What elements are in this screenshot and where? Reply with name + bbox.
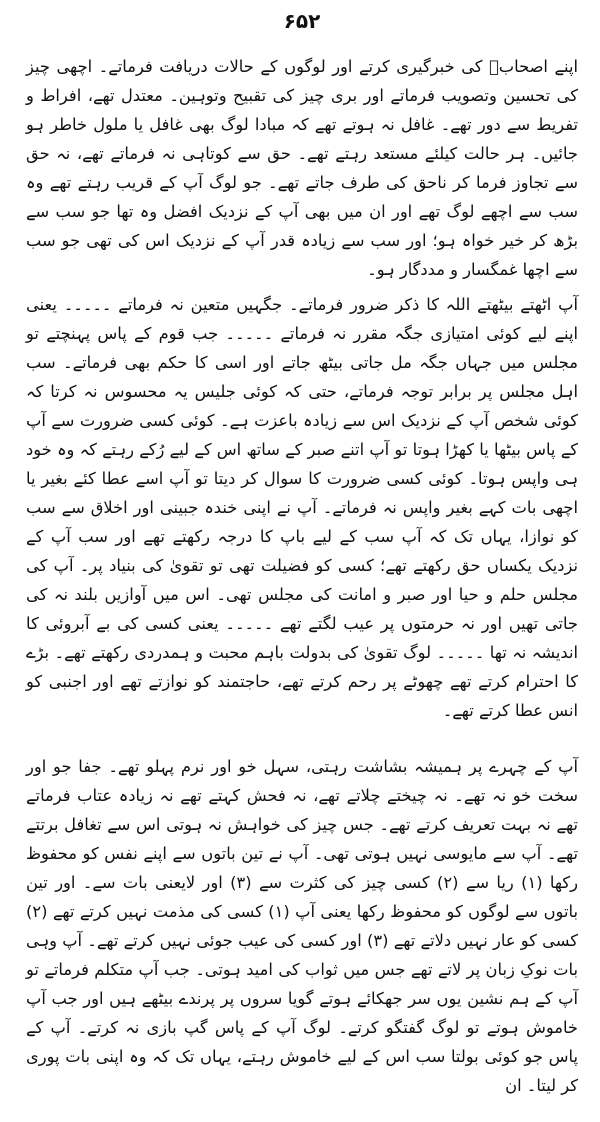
paragraph-companions: اپنے اصحابؓ کی خبرگیری کرتے اور لوگوں کے حالات دریافت فرماتے۔ اچھی چیز کی تحسین وتصویب فرماتے اور بری چیز کی تقبیح وتوہین۔ معتدل تھے، افراط و تفریط سے دور تھے۔ غافل نہ ہوتے تھے کہ مبادا لوگ بھی غافل یا ملول خاطر ہو جائیں۔ ہر حالت کیلئے مستعد رہتے تھے۔ حق سے کوتاہی نہ فرماتے تھے، نہ حق سے تجاوز فرما کر ناحق کی طرف جاتے تھے۔ جو لوگ آپ کے قریب رہتے تھے وہ سب سے اچھے لوگ تھے اور ان میں بھی آپ کے نزدیک افضل وہ تھا جو سب سے بڑھ کر خیر خواہ ہو؛ اور سب سے زیادہ قدر آپ کے نزدیک اس کی تھی جو سب سے اچھا غمگسار و مددگار ہو۔ xyxy=(26,57,578,279)
paragraph-gatherings: آپ اٹھتے بیٹھتے اللہ کا ذکر ضرور فرماتے۔ جگہیں متعین نہ فرماتے ۔۔۔۔۔ یعنی اپنے لیے کوئی امتیازی جگہ مقرر نہ فرماتے ۔۔۔۔۔ جب قوم کے پاس پہنچتے تو مجلس میں جہاں جگہ مل جاتی بیٹھ جاتے اور اسی کا حکم بھی فرماتے۔ سب اہل مجلس پر برابر توجہ فرماتے، حتی کہ کوئی جلیس یہ محسوس نہ کرتا کہ کوئی شخص آپ کے نزدیک اس سے زیادہ باعزت ہے۔ کوئی کسی ضرورت سے آپ کے پاس بیٹھا یا کھڑا ہوتا تو آپ اتنے صبر کے ساتھ اس کے لیے رُکے رہتے کہ وہ خود ہی واپس ہوتا۔ کوئی کسی ضرورت کا سوال کر دیتا تو آپ اسے عطا کئے بغیر یا اچھی بات کہے بغیر واپس نہ فرماتے۔ آپ نے اپنی خندہ جبینی اور اخلاق سے سب کو نوازا، یہاں تک کہ آپ سب کے لیے باپ کا درجہ رکھتے تھے اور سب آپ کے نزدیک یکساں حق رکھتے تھے؛ کسی کو فضیلت تھی تو تقویٰ کی بنیاد پر۔ آپ کی مجلس حلم و حیا اور صبر و امانت کی مجلس تھی۔ اس میں آوازیں بلند نہ کی جاتی تھیں اور نہ حرمتوں پر عیب لگتے تھے ۔۔۔۔۔ یعنی کسی کی بے آبروئی کا اندیشہ نہ تھا ۔۔۔۔۔ لوگ تقویٰ کی بدولت باہم محبت و ہمدردی رکھتے تھے۔ بڑے کا احترام کرتے تھے چھوٹے پر رحم کرتے تھے، حاجتمند کو نوازتے تھے اور اجنبی کو انس عطا کرتے تھے۔ xyxy=(26,295,578,720)
paragraph-character: آپ کے چہرے پر ہمیشہ بشاشت رہتی، سہل خو اور نرم پہلو تھے۔ جفا جو اور سخت خو نہ تھے۔ نہ چیختے چلاتے تھے، نہ فحش کہتے تھے نہ زیادہ عتاب فرماتے تھے نہ بہت تعریف کرتے تھے۔ جس چیز کی خواہش نہ ہوتی اس سے تغافل برتتے تھے۔ آپ سے مایوسی نہیں ہوتی تھی۔ آپ نے تین باتوں سے اپنے نفس کو محفوظ رکھا (۱) ریا سے (۲) کسی چیز کی کثرت سے (۳) اور لایعنی بات سے۔ اور تین باتوں سے لوگوں کو محفوظ رکھا یعنی آپ (۱) کسی کی مذمت نہیں کرتے تھے (۲) کسی کو عار نہیں دلاتے تھے (۳) اور کسی کی عیب جوئی نہیں کرتے تھے۔ آپ وہی بات نوکِ زبان پر لاتے تھے جس میں ثواب کی امید ہوتی۔ جب آپ متکلم فرماتے تو آپ کے ہم نشین یوں سر جھکائے ہوتے گویا سروں پر پرندے بیٹھے ہیں اور جب آپ خاموش ہوتے تو لوگ گفتگو کرتے۔ لوگ آپ کے پاس گپ بازی نہ کرتے۔ آپ کے پاس جو کوئی بولتا سب اس کے لیے خاموش رہتے، یہاں تک کہ وہ اپنی بات پوری کر لیتا۔ ان xyxy=(26,757,579,1095)
page-number: ۶۵۲ xyxy=(283,9,321,33)
